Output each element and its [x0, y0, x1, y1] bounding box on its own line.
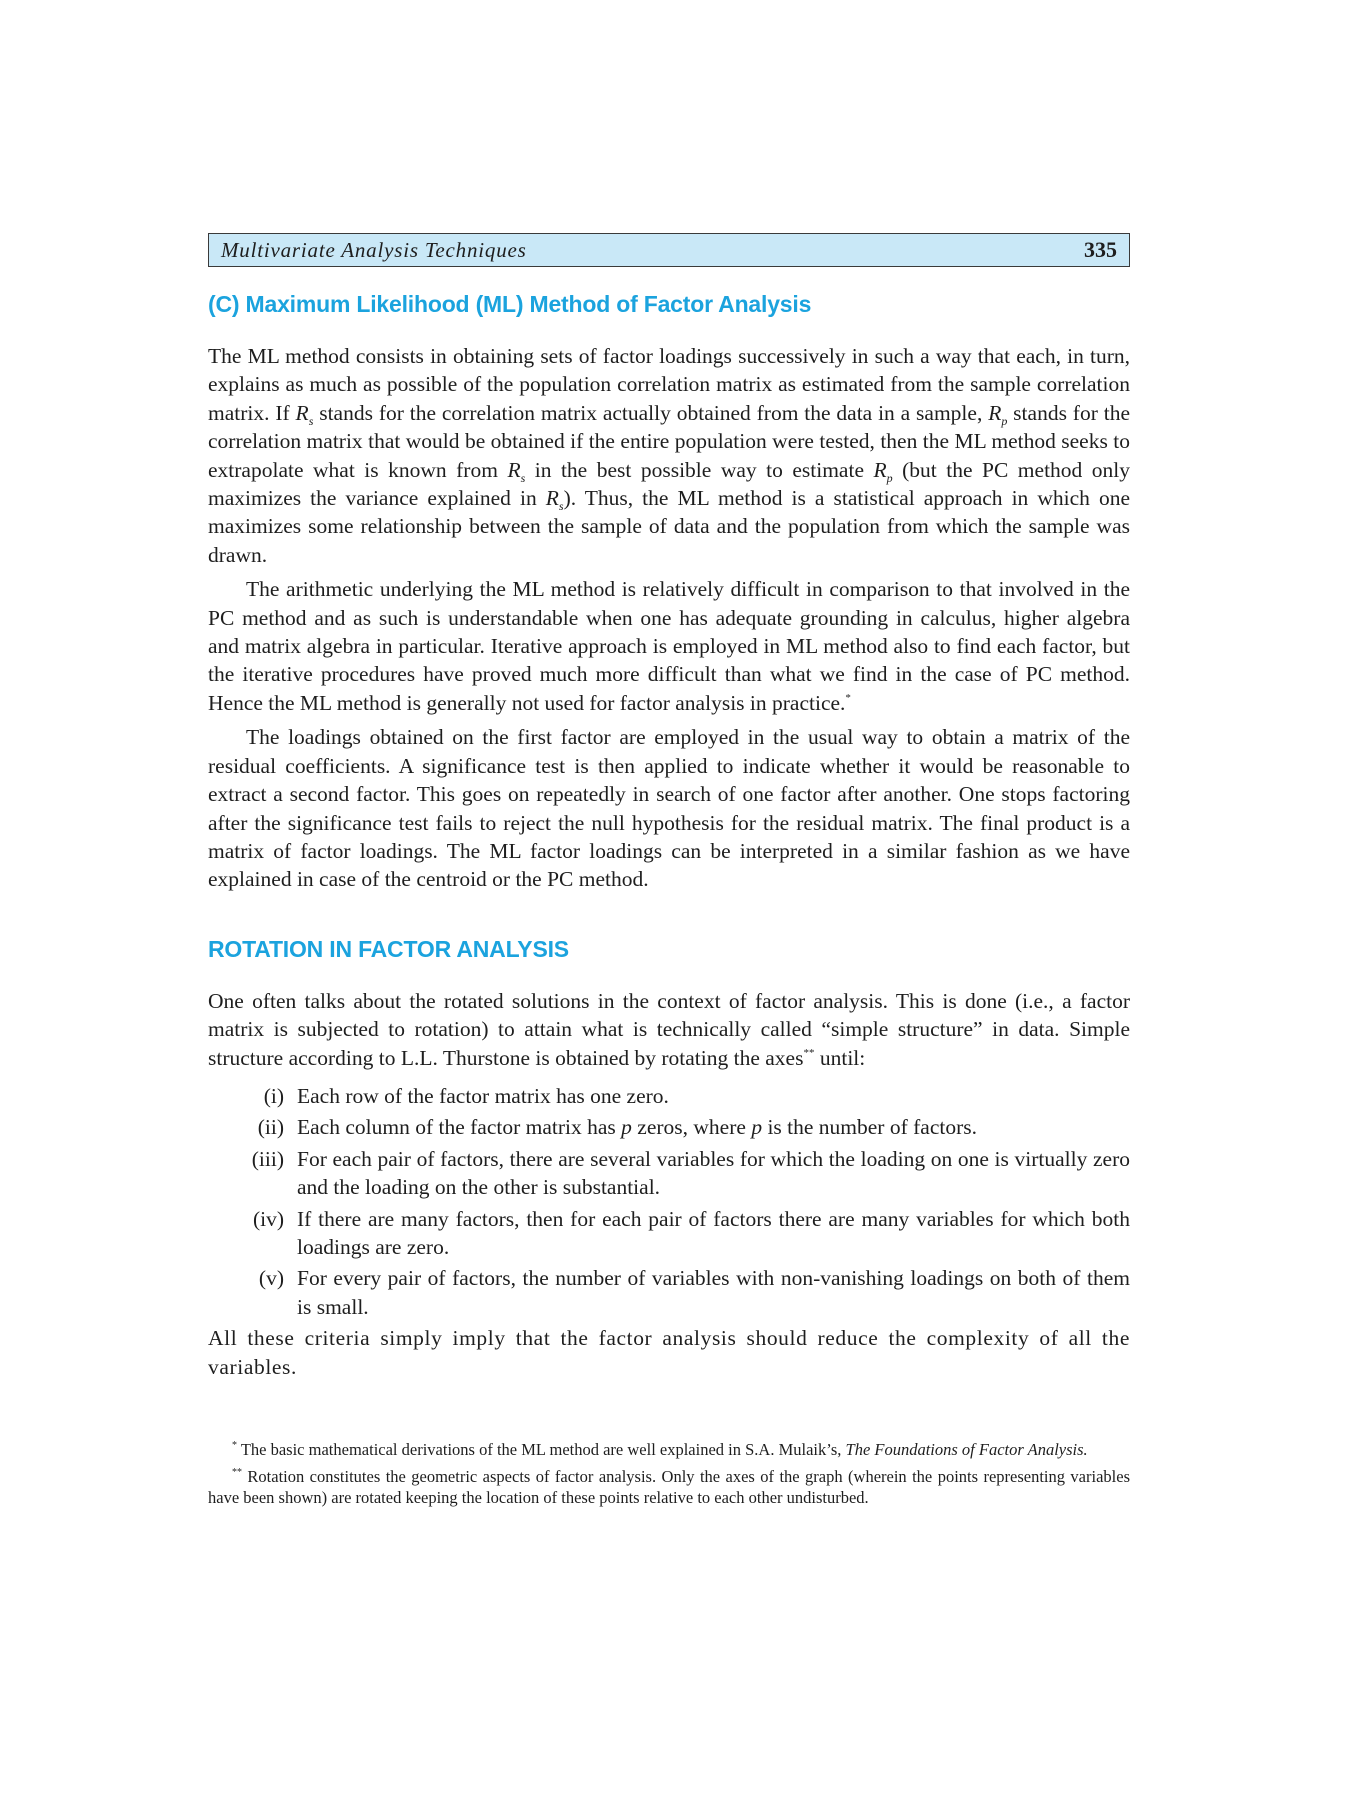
footnote-ref-2: ** — [803, 1046, 815, 1059]
paragraph-rotation-intro: One often talks about the rotated solutions in the context of factor analysis. This is done (i.e., a factor matrix is subjected to rotation) to attain what is technically called “simple structure” in data. Simple structure according to L.L. Thurstone is obtained by rotating the axes** until: — [208, 988, 1130, 1070]
section-heading-rotation: ROTATION IN FACTOR ANALYSIS — [208, 935, 569, 962]
list-item: (iv) If there are many factors, then for each pair of factors there are many variables for which both loadings are zero. — [252, 1206, 1130, 1259]
footnotes — [208, 1439, 1130, 1508]
page-number: 335 — [1084, 237, 1117, 262]
list-item: (ii) Each column of the factor matrix has p zeros, where p is the number of factors. — [257, 1115, 977, 1140]
paragraph-ml-arithmetic: The arithmetic underlying the ML method is relatively difficult in comparison to that involved in the PC method and as such is understandable when one has adequate grounding in calculus, higher algebra and matrix algebra in particular. Iterative approach is employed in ML method also to find each factor, but the iterative procedures have proved much more difficult than what we find in the case of PC method. Hence the ML method is generally not used for factor analysis in practice.* — [208, 577, 1130, 715]
running-title: Multivariate Analysis Techniques — [221, 237, 527, 262]
paragraph-ml-intro: The ML method consists in obtaining sets of factor loadings successively in such a way that each, in turn, explains as much as possible of the population correlation matrix as estimated from the sample correlation matrix. If $R_s$ stands for the correlation matrix actually obtained from the data in a sample, $R_p$ stands for the correlation matrix that would be obtained if the entire population were tested, then the ML method seeks to extrapolate what is known from $R_s$ in the best possible way to estimate $R_p$ (but the PC method only maximizes the variance explained in $R_s$). Thus, the ML method is a statistical approach in which one maximizes some relationship between the sample of data and the population from which the sample was drawn. — [208, 344, 1131, 567]
paragraph-ml-loadings: The loadings obtained on the first factor are employed in the usual way to obtain a matrix of the residual coefficients. A significance test is then applied to indicate whether it would be reasonable to extract a second factor. This goes on repeatedly in search of one factor after another. One stops factoring after the significance test fails to reject the null hypothesis for the residual matrix. The final product is a matrix of factor loadings. The ML factor loadings can be interpreted in a similar fashion as we have explained in case of the centroid or the PC method. — [208, 725, 1130, 892]
list-item: (iii) For each pair of factors, there are several variables for which the loading on one is virtually zero and the loading on the other is substantial. — [251, 1146, 1130, 1200]
list-item: (i) Each row of the factor matrix has one zero. — [263, 1083, 669, 1108]
running-header — [208, 233, 1130, 267]
simple-structure-criteria-list — [208, 1082, 1130, 1321]
list-item: (v) For every pair of factors, the number of variables with non-vanishing loadings on both of them is small. — [258, 1266, 1130, 1319]
footnote-2: ** Rotation constitutes the geometric aspects of factor analysis. Only the axes of the graph (wherein the points representing variables have been shown) are rotated keeping the location of these points relative to each other undisturbed. — [208, 1467, 1130, 1507]
section-heading-ml-method: (C) Maximum Likelihood (ML) Method of Factor Analysis — [208, 291, 812, 317]
book-page — [208, 233, 1130, 1514]
footnote-book-title: The Foundations of Factor Analysis. — [845, 1440, 1088, 1459]
footnote-ref-1: * — [845, 691, 851, 704]
paragraph-rotation-closing: All these criteria simply imply that the factor analysis should reduce the complexity of all the variables. — [208, 1326, 1130, 1379]
footnote-1: * The basic mathematical derivations of the ML method are well explained in S.A. Mulaik’s, The Foundations of Factor Analysis. — [232, 1440, 1088, 1459]
